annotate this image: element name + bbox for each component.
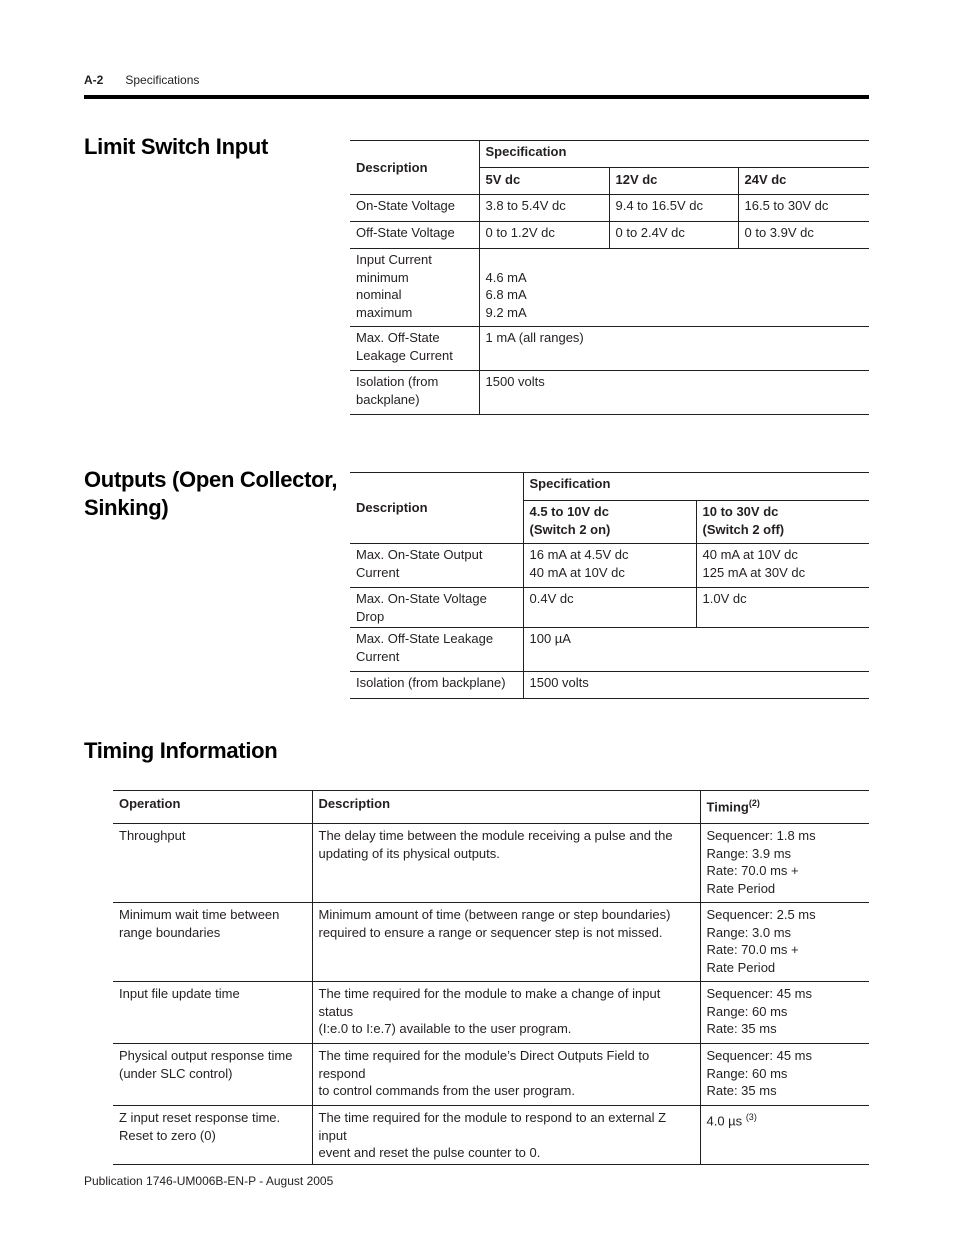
- row-label: On-State Voltage: [350, 195, 479, 222]
- limit-switch-title: Limit Switch Input: [84, 134, 269, 159]
- col-specification: Specification: [479, 141, 869, 168]
- outputs-title: Outputs (Open Collector, Sinking): [84, 467, 338, 520]
- timing-table: [113, 790, 869, 1165]
- table-header-row: [113, 791, 869, 824]
- row-label: Off-State Voltage: [350, 222, 479, 249]
- page-footer: Publication 1746-UM006B-EN-P - August 2005: [84, 1174, 334, 1188]
- row-label: Isolation (from backplane): [350, 371, 479, 415]
- cell-value: 0 to 2.4V dc: [609, 222, 738, 249]
- cell-value: 40 mA at 10V dc 125 mA at 30V dc: [696, 544, 869, 588]
- row-label: Max. Off-State Leakage Current: [350, 327, 479, 371]
- table-row: [350, 544, 869, 588]
- table-row: [350, 628, 869, 672]
- row-label: Max. On-State Voltage Drop: [350, 588, 523, 628]
- cell-value: 4.6 mA 6.8 mA 9.2 mA: [479, 249, 869, 327]
- table-row: [113, 982, 869, 1044]
- cell-timing: Sequencer: 45 ms Range: 60 ms Rate: 35 ms: [700, 1044, 869, 1106]
- cell-timing: Sequencer: 2.5 ms Range: 3.0 ms Rate: 70.0 ms + Rate Period: [700, 903, 869, 982]
- page-header: [84, 73, 199, 87]
- col-specification: Specification: [523, 473, 869, 501]
- cell-operation: Z input reset response time. Reset to zero (0): [113, 1106, 312, 1165]
- cell-value: 16.5 to 30V dc: [738, 195, 869, 222]
- cell-value: 100 µA: [523, 628, 869, 672]
- col-description: Description: [312, 791, 700, 824]
- table-row: [350, 195, 869, 222]
- table-row: [113, 824, 869, 903]
- cell-operation: Throughput: [113, 824, 312, 903]
- col-5v: 5V dc: [479, 168, 609, 195]
- timing-title: Timing Information: [84, 738, 278, 763]
- footnote-ref: (3): [745, 1112, 757, 1122]
- row-label: Isolation (from backplane): [350, 672, 523, 699]
- table-row: [350, 249, 869, 327]
- outputs-table: [350, 472, 869, 699]
- col-description: Description: [350, 141, 479, 195]
- table-header-row: [350, 473, 869, 501]
- table-row: [350, 371, 869, 415]
- col-timing: [700, 791, 869, 824]
- table-row: [350, 588, 869, 628]
- col-timing-label: Timing: [706, 799, 749, 815]
- cell-description: The time required for the module’s Direct Outputs Field to respond to control commands from the user program.: [312, 1044, 700, 1106]
- cell-timing: Sequencer: 45 ms Range: 60 ms Rate: 35 ms: [700, 982, 869, 1044]
- cell-value: 1 mA (all ranges): [479, 327, 869, 371]
- cell-value: 1500 volts: [479, 371, 869, 415]
- cell-value: 0 to 1.2V dc: [479, 222, 609, 249]
- table-row: [113, 1044, 869, 1106]
- col-12v: 12V dc: [609, 168, 738, 195]
- cell-description: Minimum amount of time (between range or step boundaries) required to ensure a range or sequencer step is not missed.: [312, 903, 700, 982]
- cell-operation: Minimum wait time between range boundaries: [113, 903, 312, 982]
- col-description: Description: [350, 473, 523, 544]
- table-header-row: [350, 141, 869, 168]
- col-operation: Operation: [113, 791, 312, 824]
- timing-value: 4.0 µs: [706, 1113, 743, 1129]
- cell-value: 3.8 to 5.4V dc: [479, 195, 609, 222]
- cell-description: The time required for the module to respond to an external Z input event and reset the pulse counter to 0.: [312, 1106, 700, 1165]
- table-row: [350, 672, 869, 699]
- cell-value: 16 mA at 4.5V dc 40 mA at 10V dc: [523, 544, 696, 588]
- table-row: [350, 222, 869, 249]
- header-section: Specifications: [125, 73, 200, 87]
- cell-description: The time required for the module to make a change of input status (I:e.0 to I:e.7) available to the user program.: [312, 982, 700, 1044]
- cell-timing: [700, 1106, 869, 1165]
- cell-value: 1500 volts: [523, 672, 869, 699]
- cell-timing: Sequencer: 1.8 ms Range: 3.9 ms Rate: 70.0 ms + Rate Period: [700, 824, 869, 903]
- row-label: Max. Off-State Leakage Current: [350, 628, 523, 672]
- cell-operation: Physical output response time (under SLC control): [113, 1044, 312, 1106]
- col-switch-on: 4.5 to 10V dc (Switch 2 on): [523, 501, 696, 544]
- page-number: A-2: [84, 73, 104, 87]
- table-row: [113, 1106, 869, 1165]
- col-24v: 24V dc: [738, 168, 869, 195]
- limit-switch-table: [350, 140, 869, 415]
- cell-value: 0 to 3.9V dc: [738, 222, 869, 249]
- table-row: [350, 327, 869, 371]
- cell-value: 1.0V dc: [696, 588, 869, 628]
- cell-description: The delay time between the module receiving a pulse and the updating of its physical outputs.: [312, 824, 700, 903]
- cell-value: 9.4 to 16.5V dc: [609, 195, 738, 222]
- cell-operation: Input file update time: [113, 982, 312, 1044]
- cell-value: 0.4V dc: [523, 588, 696, 628]
- header-rule: [84, 95, 869, 99]
- row-label: Input Current minimum nominal maximum: [350, 249, 479, 327]
- footnote-ref: (2): [748, 798, 760, 808]
- row-label: Max. On-State Output Current: [350, 544, 523, 588]
- table-row: [113, 903, 869, 982]
- col-switch-off: 10 to 30V dc (Switch 2 off): [696, 501, 869, 544]
